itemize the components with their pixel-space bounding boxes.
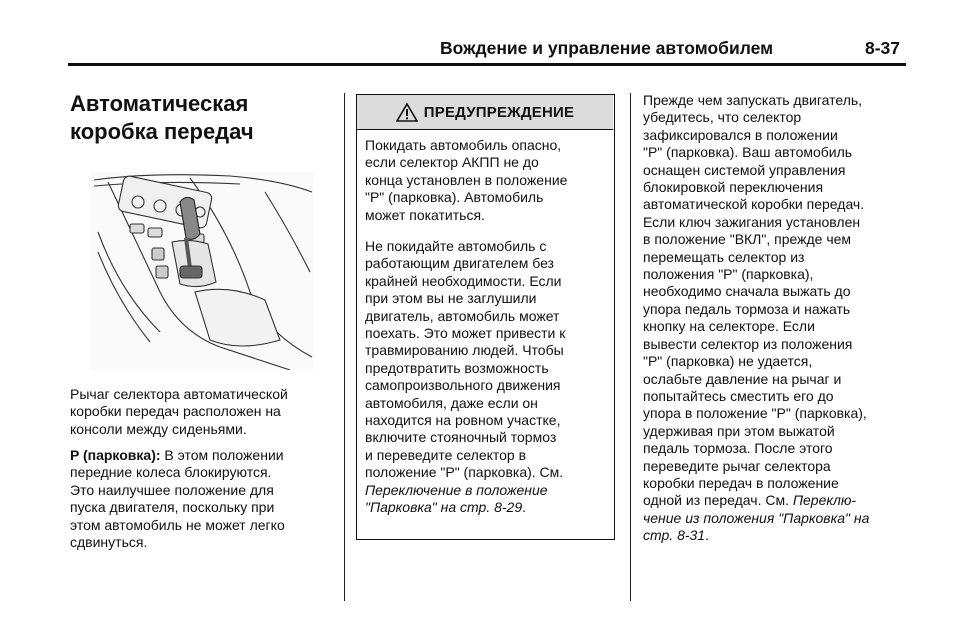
column-divider — [344, 93, 345, 601]
park-text: В этом положении передние колеса блокируются. Это наилучшее положение для пуска двигателя, поскольку при этом автомобиль не может легко сдвинуться. — [70, 447, 285, 551]
warning-end: . — [522, 499, 527, 516]
running-header: Вождение и управление автомобилем — [440, 38, 774, 58]
park-paragraph — [70, 447, 330, 551]
warning-paragraph-1: Покидать автомобиль опасно, если селектор АКПП не до конца установлен в положение "P" (парковка). Автомобиль может покатиться. — [365, 137, 568, 223]
warning-paragraph-2 — [365, 238, 610, 517]
gear-selector-illustration — [90, 172, 314, 370]
header-rule — [68, 63, 906, 66]
warning-text: Не покидайте автомобиль с работающим двигателем без крайней необходимости. Если при этом вы не заглушили двигатель, автомобиль может поехать. Это может привести к травмированию людей. Чтобы предотвратить возможность самопроизвольного движения автомобиля, даже если он находится на ровном участке, включите стояночный тормоз и переведите селектор в положение "P" (парковка). См. — [365, 238, 566, 481]
warning-label: ПРЕДУПРЕЖДЕНИЕ — [423, 103, 575, 121]
warning-box — [356, 94, 615, 540]
page-number: 8-37 — [865, 38, 901, 58]
right-end: . — [705, 527, 709, 544]
right-text: Прежде чем запускать двигатель, убедитесь, что селектор зафиксировался в положении "P" (парковка). Ваш автомобиль оснащен системой управления блокировкой переключения автоматической коробки передач. Если ключ зажигания установлен в положение "ВКЛ", прежде чем перемещать селектор из положения "P" (парковка), необходимо сначала выжать до упора педаль тормоза и нажать кнопку на селекторе. Если вывести селектор из положения "P" (парковка) не удается, ослабьте давление на рычаг и попытайтесь сместить его до упора в положение "P" (парковка), удерживая при этом выжатой педаль тормоза. После этого переведите рычаг селектора коробки передач в положение одной из передач. См. — [643, 92, 867, 509]
right-column-paragraph — [643, 92, 908, 545]
warning-triangle-icon — [396, 103, 418, 122]
intro-paragraph: Рычаг селектора автоматической коробки передач расположен на консоли между сиденьями. — [70, 386, 288, 437]
column-divider — [630, 93, 631, 601]
warning-header — [357, 95, 613, 130]
warning-cross-reference: Переключение в положение "Парковка" на стр. 8-29 — [365, 481, 548, 516]
section-title: Автоматическая коробка передач — [70, 91, 254, 144]
right-cross-reference: Переклю- чение из положения "Парковка" на стр. 8-31 — [643, 492, 870, 544]
park-label: P (парковка): — [70, 447, 161, 463]
